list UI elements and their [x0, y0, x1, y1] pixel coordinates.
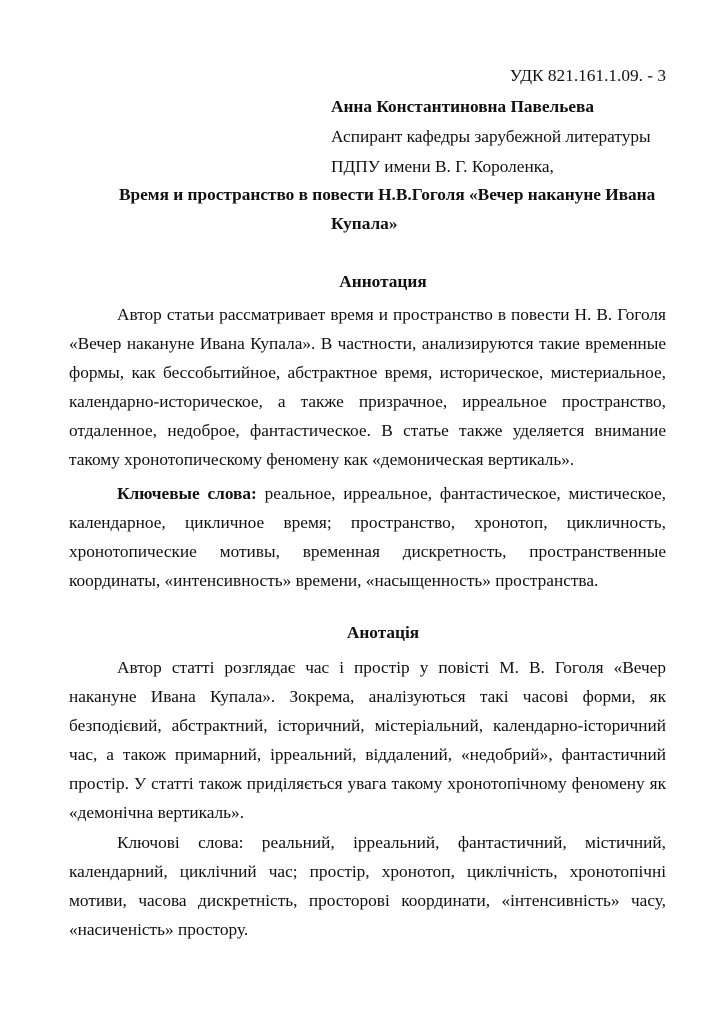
keywords-label: Ключевые слова: — [117, 484, 257, 503]
paragraph-line: «Вечер накануне Ивана Купала». В частности, анализируются такие временные — [69, 334, 666, 353]
paragraph-line: календарний, циклічний час; простір, хронотоп, циклічність, хронотопічні — [69, 862, 666, 881]
abstract-uk-heading: Анотація — [346, 623, 420, 642]
paragraph-line: Автор статті розглядає час і простір у повісті М. В. Гоголя «Вечер — [117, 658, 666, 677]
paragraph-line: «демонічна вертикаль». — [69, 803, 245, 822]
paragraph-line: Ключові слова: реальний, ірреальний, фантастичний, містичний, — [117, 833, 666, 852]
abstract-ru-body — [69, 300, 666, 474]
paragraph-line: накануне Ивана Купала». Зокрема, аналізуються такі часові форми, як — [69, 687, 666, 706]
paragraph-line: час, а також примарний, ірреальний, віддалений, «недобрий», фантастичний — [69, 745, 666, 764]
paragraph-line: такому хронотопическому феномену как «демоническая вертикаль». — [69, 450, 575, 469]
paragraph-line: мотиви, часова дискретність, просторові координати, «інтенсивність» часу, — [69, 891, 666, 910]
abstract-ru-heading: Аннотация — [339, 272, 427, 291]
paragraph-line: календарное, цикличное время; пространство, хронотоп, цикличность, — [69, 513, 666, 532]
paragraph-line: «насиченість» простору. — [69, 920, 249, 939]
abstract-uk-keywords — [69, 828, 666, 944]
paragraph-line — [69, 479, 666, 508]
abstract-ru-keywords — [69, 479, 666, 595]
paragraph-line: формы, как бессобытийное, абстрактное время, историческое, мистериальное, — [69, 363, 666, 382]
paragraph-line: Автор статьи рассматривает время и пространство в повести Н. В. Гоголя — [117, 305, 666, 324]
paragraph-line: координаты, «интенсивность» времени, «насыщенность» пространства. — [69, 571, 599, 590]
abstract-uk-body — [69, 653, 666, 827]
udk-code: УДК 821.161.1.09. - 3 — [509, 66, 666, 85]
paragraph-line: хронотопические мотивы, временная дискретность, пространственные — [69, 542, 666, 561]
paragraph-line: календарно-историческое, а также призрачное, ирреальное пространство, — [69, 392, 666, 411]
affiliation-line: ПДПУ имени В. Г. Короленка, — [331, 157, 554, 176]
article-title-continuation: Купала» — [331, 214, 398, 233]
paragraph-line: простір. У статті також приділяється увага такому хронотопічному феномену як — [69, 774, 666, 793]
author-name: Анна Константиновна Павельева — [331, 97, 595, 116]
paragraph-line: безподієвий, абстрактний, історичний, містеріальний, календарно-історичний — [69, 716, 666, 735]
paragraph-line: отдаленное, недоброе, фантастическое. В статье также уделяется внимание — [69, 421, 666, 440]
article-title: Время и пространство в повести Н.В.Гоголя «Вечер накануне Ивана — [119, 185, 656, 204]
keywords-text: реальное, ирреальное, фантастическое, мистическое, — [264, 484, 666, 503]
affiliation-line: Аспирант кафедры зарубежной литературы — [331, 127, 651, 146]
